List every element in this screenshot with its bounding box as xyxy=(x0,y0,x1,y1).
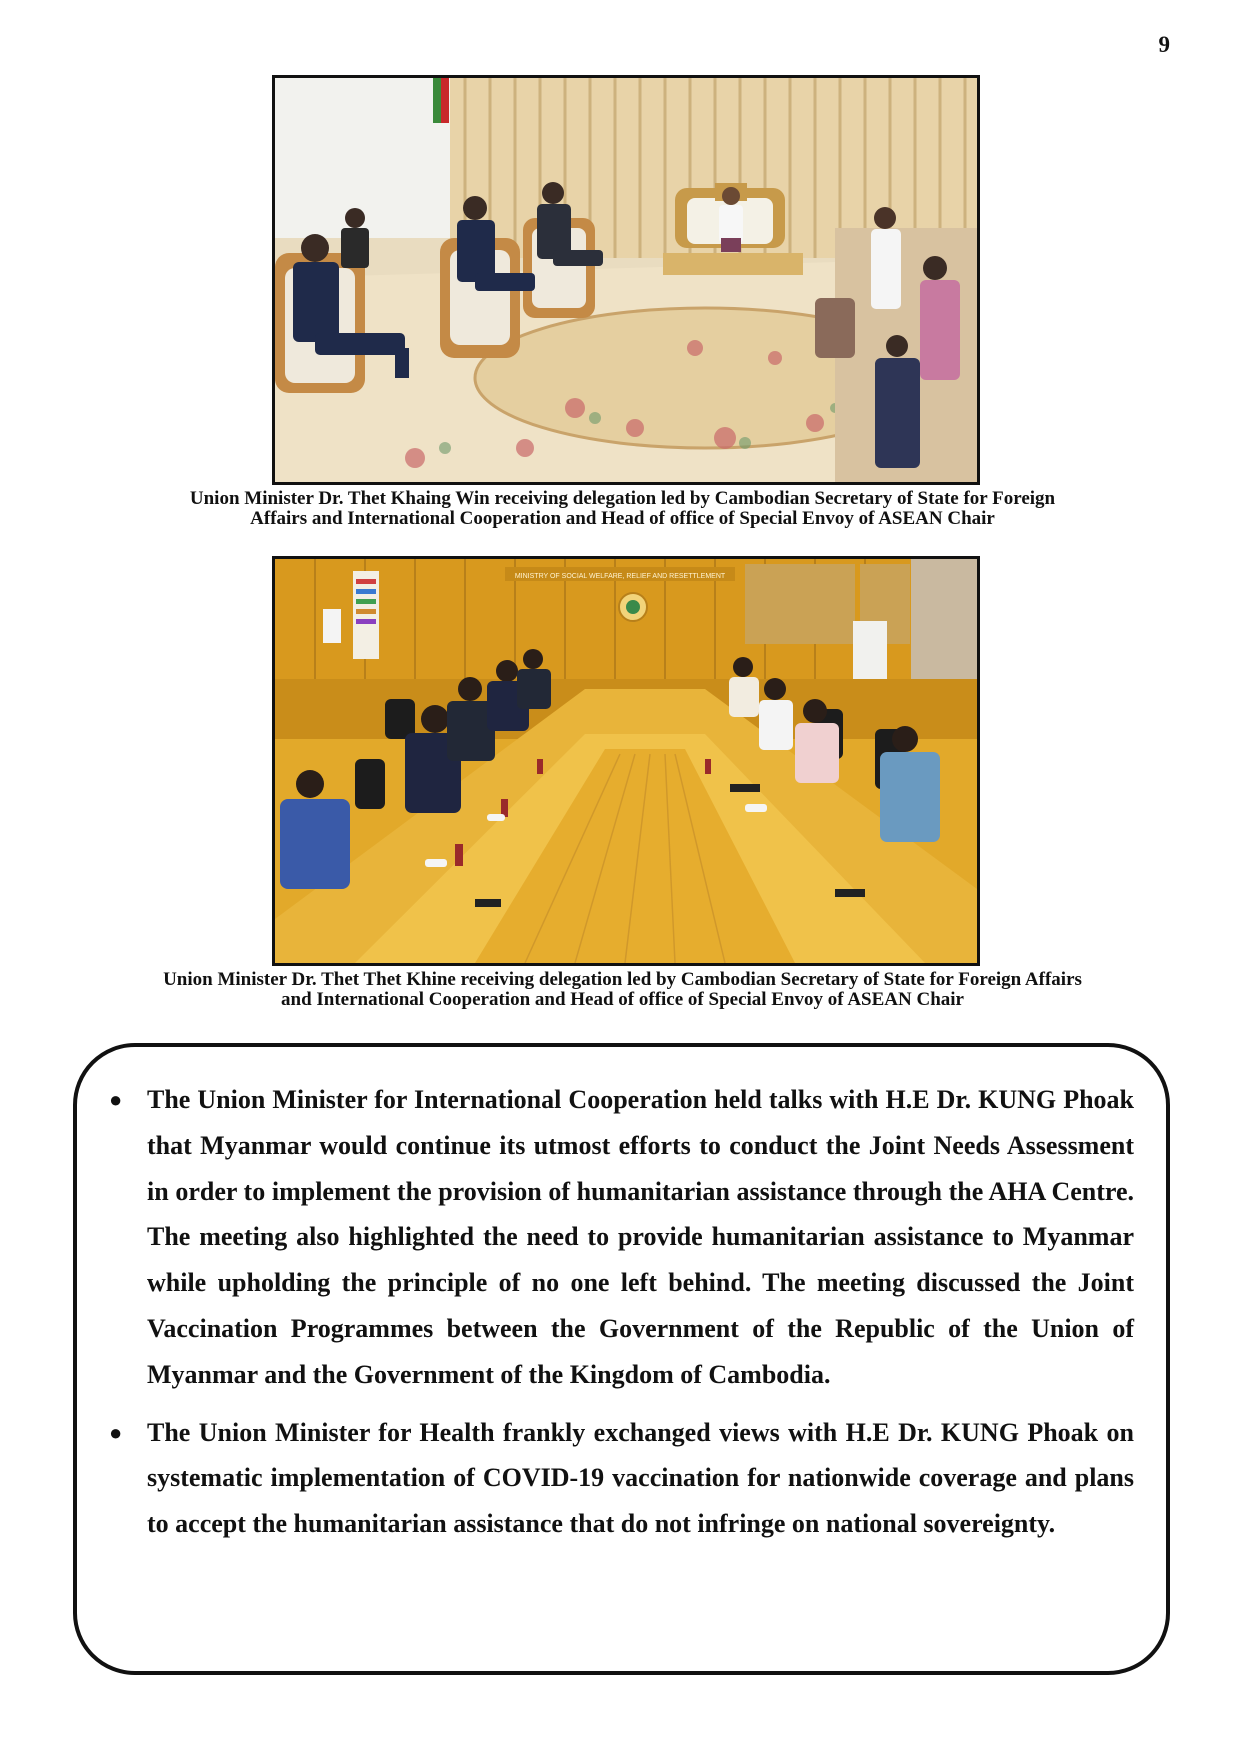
page-number: 9 xyxy=(1158,32,1170,57)
bullet-dot-icon: ● xyxy=(109,1419,123,1445)
photo-reception-meeting-image xyxy=(275,78,977,482)
summary-bullet-2-text: The Union Minister for Health frankly exchanged views with H.E Dr. KUNG Phoak on systematic implementation of COVID-19 vaccination for nationwide coverage and plans to accept the humanitarian assistance that do not infringe on national sovereignty. xyxy=(147,1417,1134,1539)
photo-caption-1: Union Minister Dr. Thet Khaing Win receiving delegation led by Cambodian Secretary of State for Foreign Affairs and International Cooperation and Head of office of Special Envoy of ASEAN Chair xyxy=(189,488,1056,529)
summary-bullet-2 xyxy=(109,1410,1134,1547)
photo-conference-meeting xyxy=(272,556,980,966)
photo-conference-meeting-image xyxy=(275,559,977,963)
photo-caption-2: Union Minister Dr. Thet Thet Khine receiving delegation led by Cambodian Secretary of State for Foreign Affairs and International Cooperation and Head of office of Special Envoy of ASEAN Chair xyxy=(163,969,1082,1010)
summary-bullet-1 xyxy=(109,1077,1134,1398)
ministry-sign: MINISTRY OF SOCIAL WELFARE, RELIEF AND RESETTLEMENT xyxy=(514,573,726,580)
summary-bullet-1-text: The Union Minister for International Cooperation held talks with H.E Dr. KUNG Phoak that Myanmar would continue its utmost efforts to conduct the Joint Needs Assessment in order to implement the provision of humanitarian assistance through the AHA Centre. The meeting also highlighted the need to provide humanitarian assistance to Myanmar while upholding the principle of no one left behind. The meeting discussed the Joint Vaccination Programmes between the Government of the Republic of the Union of Myanmar and the Government of the Kingdom of Cambodia. xyxy=(147,1085,1134,1389)
photo-reception-meeting xyxy=(272,75,980,485)
bullet-dot-icon: ● xyxy=(109,1087,123,1112)
summary-list xyxy=(77,1047,1166,1547)
summary-box xyxy=(73,1043,1170,1675)
